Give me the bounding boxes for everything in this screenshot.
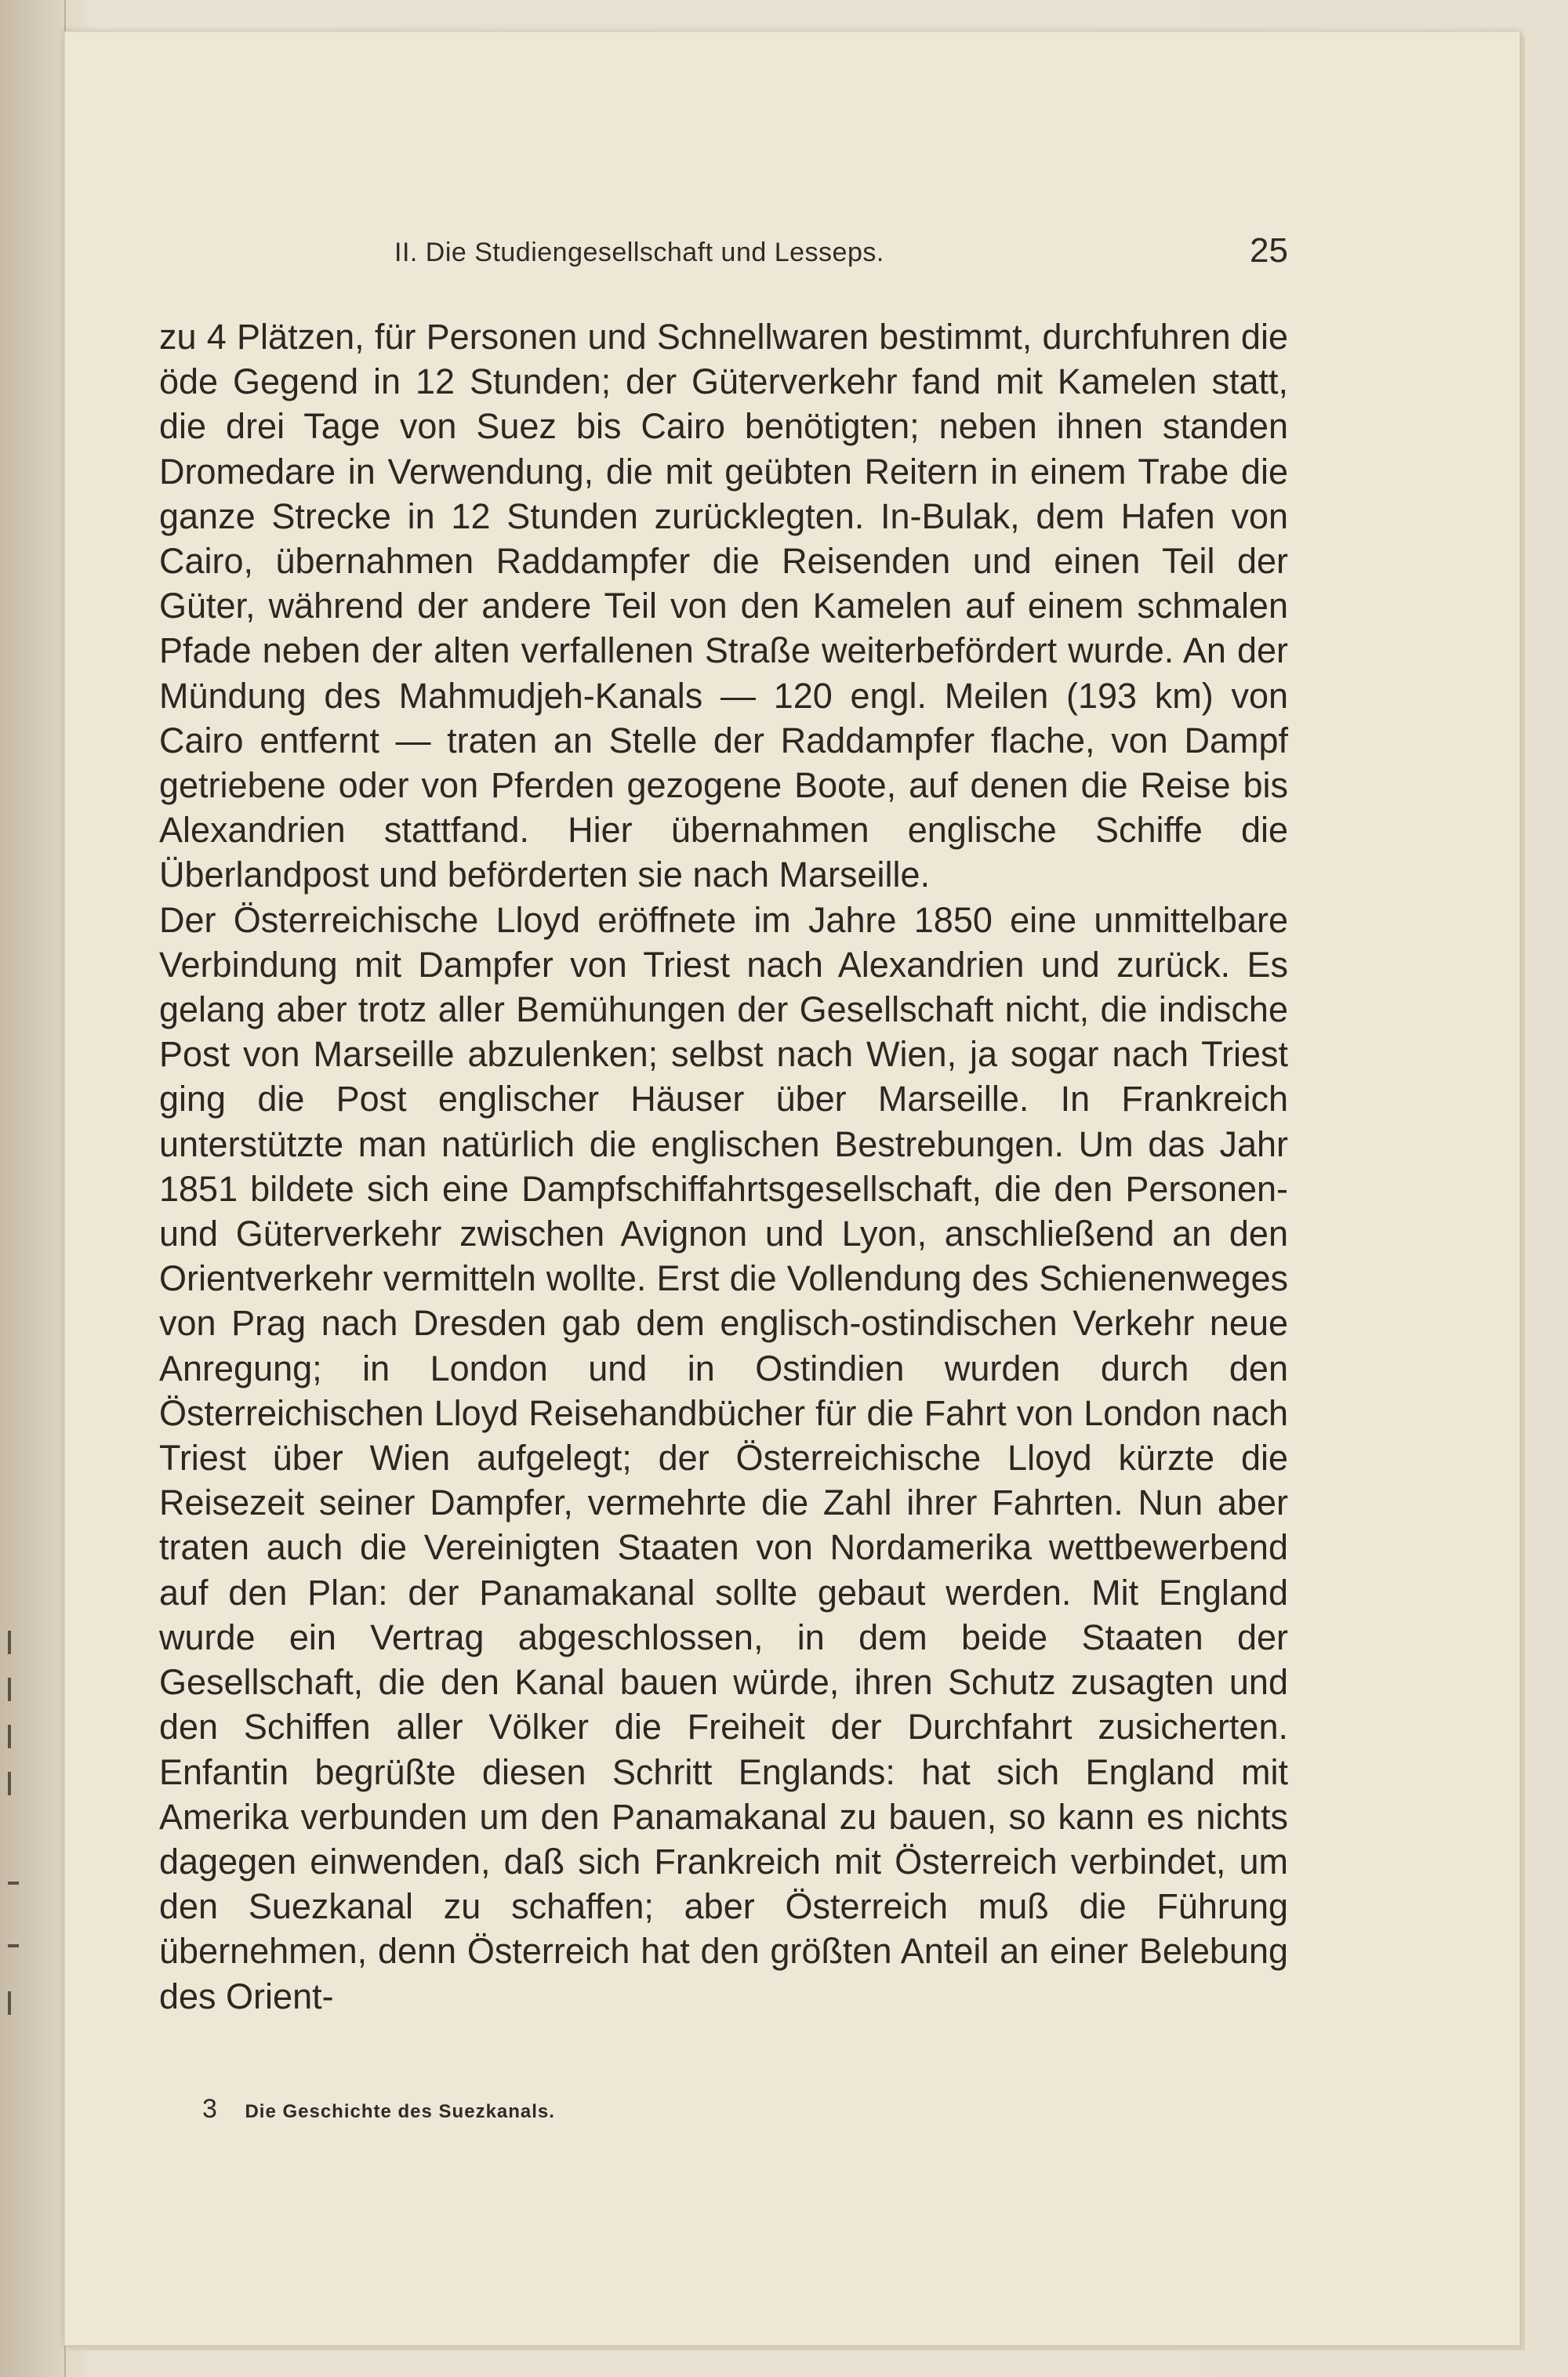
running-head [394, 222, 1288, 277]
paragraph: zu 4 Plätzen, für Personen und Schnellwaren bestimmt, durchfuhren die öde Gegend in 12 Stunden; der Güterverkehr fand mit Kamelen statt, die drei Tage von Suez bis Cairo benötigten; neben ihnen standen Dromedare in Verwendung, die mit geübten Reitern in einem Trabe die ganze Strecke in 12 Stunden zurücklegten. In-Bulak, dem Hafen von Cairo, übernahmen Raddampfer die Reisenden und einen Teil der Güter, während der andere Teil von den Kamelen auf einem schmalen Pfade neben der alten verfallenen Straße weiterbefördert wurde. An der Mündung des Mahmudjeh-Kanals — 120 engl. Meilen (193 km) von Cairo entfernt — traten an Stelle der Raddampfer flache, von Dampf getriebene oder von Pferden gezogene Boote, auf denen die Reise bis Alexandrien stattfand. Hier übernahmen englische Schiffe die Überlandpost und beförderten sie nach Marseille. [159, 317, 1288, 895]
book-page [64, 31, 1520, 2346]
body-text [159, 314, 1288, 2019]
signature-line [202, 2094, 829, 2125]
paragraph: Der Österreichische Lloyd eröffnete im Jahre 1850 eine unmittelbare Verbindung mit Dampfer von Triest nach Alexandrien und zurück. Es gelang aber trotz aller Bemühungen der Gesellschaft nicht, die indische Post von Marseille abzulenken; selbst nach Wien, ja sogar nach Triest ging die Post englischer Häuser über Marseille. In Frankreich unterstützte man natürlich die englischen Bestrebungen. Um das Jahr 1851 bildete sich eine Dampfschiffahrtsgesellschaft, die den Personen- und Güterverkehr zwischen Avignon und Lyon, anschließend an den Orientverkehr vermitteln wollte. Erst die Vollendung des Schienenweges von Prag nach Dresden gab dem englisch-ostindischen Verkehr neue Anregung; in London und in Ostindien wurden durch den Österreichischen Lloyd Reisehandbücher für die Fahrt von London nach Triest über Wien aufgelegt; der Österreichische Lloyd kürzte die Reisezeit seiner Dampfer, vermehrte die Zahl ihrer Fahrten. Nun aber traten auch die Vereinigten Staaten von Nordamerika wettbewerbend auf den Plan: der Panamakanal sollte gebaut werden. Mit England wurde ein Vertrag abgeschlossen, in dem beide Staaten der Gesellschaft, die den Kanal bauen würde, ihren Schutz zusagten und den Schiffen aller Völker die Freiheit der Durchfahrt zusicherten. Enfantin begrüßte diesen Schritt Englands: hat sich England mit Amerika verbunden um den Panamakanal zu bauen, so kann es nichts dagegen einwenden, daß sich Frankreich mit Österreich verbindet, um den Suezkanal zu schaffen; aber Österreich muß die Führung übernehmen, denn Österreich hat den größten Anteil an einer Belebung des Orient- [159, 899, 1288, 2016]
page-number: 25 [1250, 231, 1288, 270]
running-head-title: II. Die Studiengesellschaft und Lesseps. [394, 238, 884, 267]
previous-page-edge [0, 0, 66, 2377]
signature-number: 3 [202, 2094, 217, 2124]
signature-text: Die Geschichte des Suezkanals. [245, 2101, 555, 2122]
